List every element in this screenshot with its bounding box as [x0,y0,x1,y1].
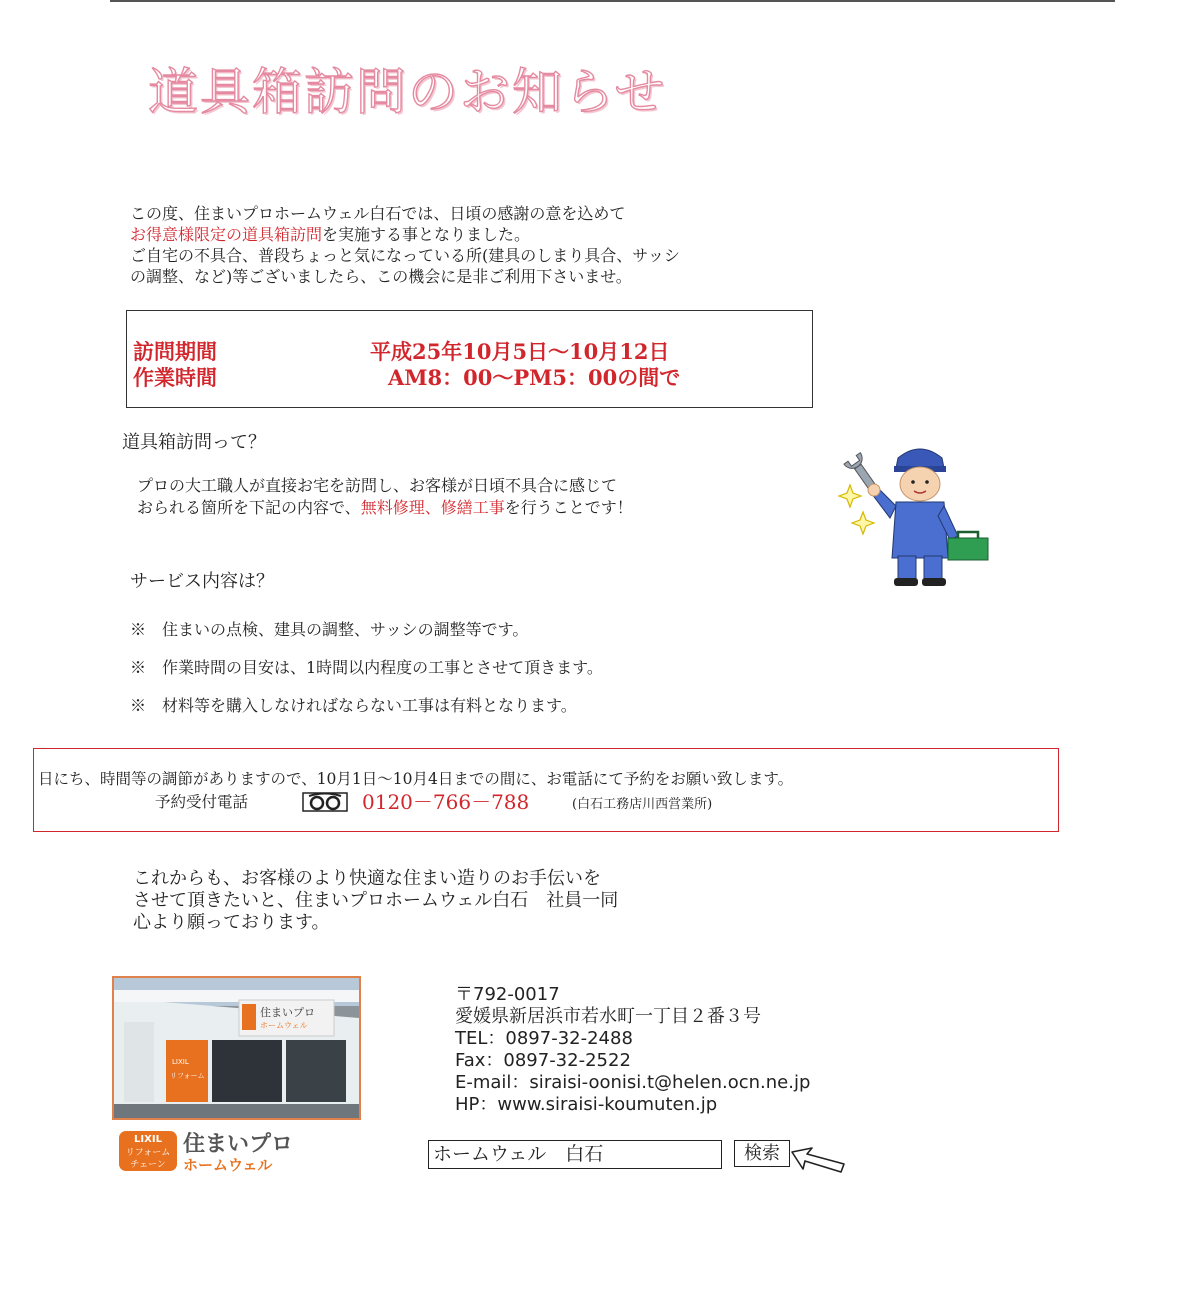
visit-period-label: 訪問期間 [133,339,217,364]
logo-badge-mid: リフォーム [125,1148,171,1158]
homepage-url: HP：www.siraisi-koumuten.jp [455,1094,718,1115]
about-line-2-b: を行うことです！ [504,498,633,517]
intro-line-2-rest: を実施する事となりました。 [322,225,531,244]
reservation-office-note: (白石工務店川西営業所) [572,797,713,812]
closing-line-3: 心より願っております。 [133,912,330,933]
service-item: ※ 材料等を購入しなければならない工事は有料となります。 [130,696,577,715]
worker-illustration [830,440,1000,590]
street-address: 愛媛県新居浜市若水町一丁目２番３号 [455,1006,761,1027]
about-line-2-a: おられる箇所を下記の内容で、 [137,498,361,517]
email-address: E-mail：siraisi-oonisi.t@helen.ocn.ne.jp [455,1072,811,1093]
store-window-text-2: リフォーム [170,1072,205,1080]
service-item: ※ 住まいの点検、建具の調整、サッシの調整等です。 [130,620,529,639]
closing-line-1: これからも、お客様のより快適な住まい造りのお手伝いを [133,868,601,889]
search-button-graphic: 検索 [734,1140,790,1167]
closing-line-2: させて頂きたいと、住まいプロホームウェル白石 社員一同 [133,890,619,911]
services-heading: サービス内容は？ [130,571,274,592]
about-line-1: プロの大工職人が直接お宅を訪問し、お客様が日頃不具合に感じて [137,476,618,495]
postal-code: 〒792-0017 [455,984,560,1005]
store-photo [112,976,361,1120]
about-heading: 道具箱訪問って？ [122,432,266,453]
reservation-phone: 0120－766－788 [362,790,530,814]
store-sign-text-1: 住まいプロ [260,1006,315,1019]
about-paragraph [137,475,633,519]
intro-paragraph [130,203,680,287]
intro-line-4: の調整、など)等ございましたら、この機会に是非ご利用下さいませ。 [130,267,632,286]
page-title: 道具箱訪問のお知らせ [148,63,667,121]
reservation-notice: 日にち、時間等の調節がありますので、10月1日～10月4日までの間に、お電話にて予約をお願い致します。 [38,770,794,788]
work-hours-label: 作業時間 [133,365,217,390]
closing-message [133,868,618,934]
visit-period-value: 平成25年10月5日～10月12日 [370,339,670,364]
intro-highlight: お得意様限定の道具箱訪問 [130,225,323,244]
intro-line-2 [130,224,680,245]
fax-number: Fax：0897-32-2522 [455,1050,631,1071]
search-query-box: ホームウェル 白石 [428,1140,722,1169]
reservation-label: 予約受付電話 [155,793,249,811]
tel-number: TEL：0897-32-2488 [455,1028,633,1049]
logo-badge-bot: チェーン [130,1160,166,1170]
service-item: ※ 作業時間の目安は、1時間以内程度の工事とさせて頂きます。 [130,658,603,677]
logo-badge-top: LIXIL [134,1134,162,1145]
logo-main-text: 住まいプロ [183,1132,294,1157]
work-hours-value: AM8：00～PM5：00の間で [388,365,681,390]
store-sign-text-2: ホームウェル [260,1021,308,1030]
free-repair-highlight: 無料修理、修繕工事 [360,498,505,517]
store-window-text-1: LIXIL [172,1058,189,1066]
intro-line-3: ご自宅の不具合、普段ちょっと気になっている所(建具のしまり具合、サッシ [130,246,680,265]
intro-line-1: この度、住まいプロホームウェル白石では、日頃の感謝の意を込めて [130,204,626,223]
top-border-line [110,0,1115,2]
cursor-arrow-icon [790,1142,848,1178]
logo-sub-text: ホームウェル [183,1156,273,1174]
about-line-2 [137,497,633,519]
freedial-icon [302,792,348,812]
contact-address-block [455,984,810,1116]
brand-logo [117,1129,347,1174]
